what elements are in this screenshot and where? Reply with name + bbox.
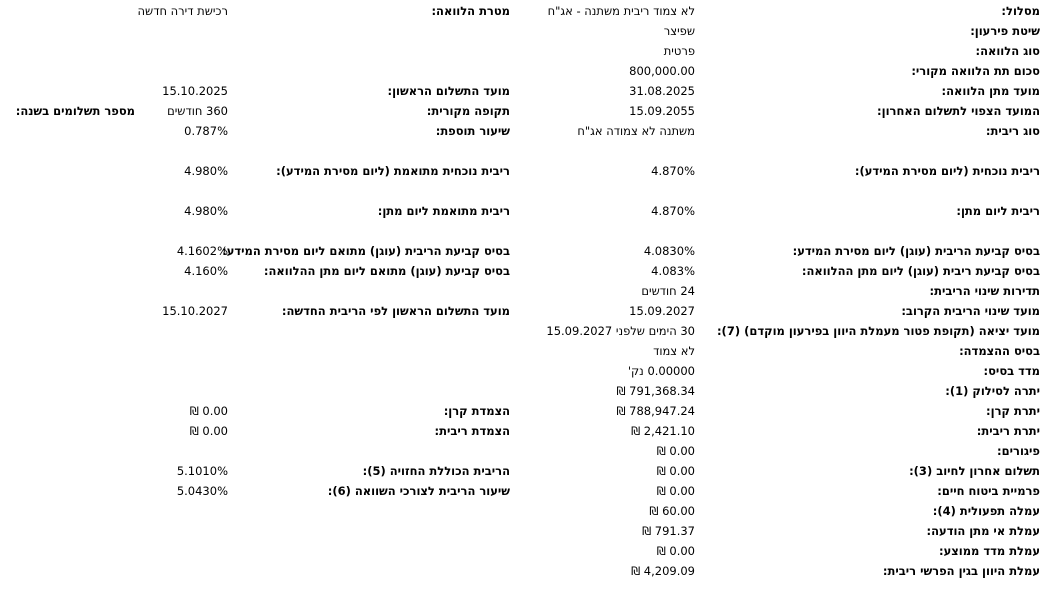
field-label-l1-row-5: המועד הצפוי לתשלום האחרון: — [877, 104, 1040, 118]
field-label-l1-row-3: סכום תת הלוואה מקורי: — [911, 64, 1040, 78]
field-value-v1-row-19: 0.00 ₪ — [656, 444, 695, 458]
field-value-v1-row-21: 0.00 ₪ — [656, 484, 695, 498]
field-label-l1-row-0: מסלול: — [1001, 4, 1040, 18]
field-label-l1-row-16: יתרה לסילוק (1): — [945, 384, 1040, 398]
field-label-l2-row-5: תקופה מקורית: — [426, 104, 510, 118]
field-value-v1-row-1: שפיצר — [663, 24, 695, 38]
field-label-l1-row-19: פיגורים: — [997, 444, 1040, 458]
field-label-l2-row-4: מועד התשלום הראשון: — [387, 84, 510, 98]
field-label-l1-row-17: יתרת קרן: — [986, 404, 1040, 418]
field-label-l2-row-0: מטרת הלוואה: — [431, 4, 510, 18]
field-label-l1-row-8: ריבית ליום מתן: — [956, 204, 1040, 218]
field-value-v1-row-17: 788,947.24 ₪ — [616, 404, 695, 418]
field-label-l1-row-7: ריבית נוכחית (ליום מסירת המידע): — [854, 164, 1040, 178]
field-label-l1-row-22: עמלה תפעולית (4): — [932, 504, 1040, 518]
field-label-l1-row-18: יתרת ריבית: — [976, 424, 1040, 438]
field-value-v1-row-10: 4.083% — [651, 264, 695, 278]
field-label-l2-row-18: הצמדת ריבית: — [434, 424, 510, 438]
field-value-v2-row-8: 4.980% — [184, 204, 228, 218]
field-value-v2-row-12: 15.10.2027 — [162, 304, 228, 318]
field-value-v1-row-16: 791,368.34 ₪ — [616, 384, 695, 398]
field-value-v2-row-0: רכישת דירה חדשה — [137, 4, 228, 18]
field-label-l1-row-6: סוג ריבית: — [985, 124, 1040, 138]
field-value-v1-row-12: 15.09.2027 — [629, 304, 695, 318]
field-value-v1-row-15: 0.00000 נק' — [627, 364, 695, 378]
field-value-v2-row-9: 4.1602% — [176, 244, 228, 258]
field-value-v2-row-7: 4.980% — [184, 164, 228, 178]
field-value-v2-row-20: 5.1010% — [176, 464, 228, 478]
field-value-v2-row-6: 0.787% — [184, 124, 228, 138]
field-value-v1-row-5: 15.09.2055 — [629, 104, 695, 118]
field-label-l2-row-8: ריבית מתואמת ליום מתן: — [377, 204, 510, 218]
field-value-v2-row-4: 15.10.2025 — [162, 84, 228, 98]
field-label-l1-row-2: סוג הלוואה: — [975, 44, 1040, 58]
field-label-l2-row-17: הצמדת קרן: — [443, 404, 510, 418]
field-label-l1-row-13: מועד יציאה (תקופת פטור מעמלת היוון בפירעון מוקדם) (7): — [716, 324, 1040, 338]
field-label-l1-row-20: תשלום אחרון לחיוב (3): — [909, 464, 1040, 478]
field-label-l3-row-5: מספר תשלומים בשנה: — [15, 104, 135, 118]
field-value-v1-row-14: לא צמוד — [653, 344, 695, 358]
field-value-v1-row-6: משתנה לא צמודה אג"ח — [577, 124, 695, 138]
field-value-v1-row-2: פרטית — [663, 44, 695, 58]
field-label-l2-row-10: בסיס קביעת (עוגן) מתואם ליום מתן ההלוואה: — [263, 264, 510, 278]
field-label-l1-row-21: פרמיית ביטוח חיים: — [937, 484, 1040, 498]
field-label-l2-row-6: שיעור תוספת: — [435, 124, 510, 138]
field-value-v1-row-18: 2,421.10 ₪ — [631, 424, 695, 438]
field-label-l2-row-12: מועד התשלום הראשון לפי הריבית החדשה: — [281, 304, 510, 318]
field-value-v2-row-17: 0.00 ₪ — [189, 404, 228, 418]
field-value-v2-row-10: 4.160% — [184, 264, 228, 278]
field-value-v2-row-21: 5.0430% — [176, 484, 228, 498]
field-value-v1-row-3: 800,000.00 — [629, 64, 695, 78]
field-value-v1-row-11: 24 חודשים — [641, 284, 695, 298]
field-label-l1-row-9: בסיס קביעת הריבית (עוגן) ליום מסירת המידע: — [792, 244, 1040, 258]
field-value-v1-row-25: 4,209.09 ₪ — [631, 564, 695, 578]
field-label-l2-row-21: שיעור הריבית לצורכי השוואה (6): — [327, 484, 510, 498]
field-label-l1-row-24: עמלת מדד ממוצע: — [938, 544, 1040, 558]
field-label-l2-row-20: הריבית הכוללת החזויה (5): — [362, 464, 510, 478]
field-value-v1-row-7: 4.870% — [651, 164, 695, 178]
field-label-l1-row-1: שיטת פירעון: — [970, 24, 1040, 38]
field-value-v1-row-20: 0.00 ₪ — [656, 464, 695, 478]
field-value-v1-row-13: 30 הימים שלפני 15.09.2027 — [546, 324, 695, 338]
field-value-v1-row-8: 4.870% — [651, 204, 695, 218]
field-label-l2-row-9: בסיס קביעת הריבית (עוגן) מתואם ליום מסירת המידע: — [222, 244, 510, 258]
field-value-v1-row-24: 0.00 ₪ — [656, 544, 695, 558]
field-value-v2-row-5: 360 חודשים — [167, 104, 228, 118]
field-value-v1-row-4: 31.08.2025 — [629, 84, 695, 98]
field-label-l1-row-25: עמלת היוון בגין הפרשי ריבית: — [882, 564, 1040, 578]
field-label-l1-row-15: מדד בסיס: — [983, 364, 1040, 378]
field-label-l2-row-7: ריבית נוכחית מתואמת (ליום מסירת המידע): — [276, 164, 510, 178]
field-value-v1-row-23: 791.37 ₪ — [642, 524, 695, 538]
field-label-l1-row-10: בסיס קביעת ריבית (עוגן) ליום מתן ההלוואה: — [801, 264, 1040, 278]
field-label-l1-row-4: מועד מתן הלוואה: — [941, 84, 1040, 98]
field-value-v1-row-22: 60.00 ₪ — [649, 504, 695, 518]
field-label-l1-row-14: בסיס ההצמדה: — [959, 344, 1040, 358]
field-value-v2-row-18: 0.00 ₪ — [189, 424, 228, 438]
field-value-v1-row-9: 4.0830% — [643, 244, 695, 258]
field-label-l1-row-12: מועד שינוי הריבית הקרוב: — [901, 304, 1040, 318]
field-value-v1-row-0: לא צמוד ריבית משתנה - אג"ח — [547, 4, 695, 18]
field-label-l1-row-11: תדירות שינוי הריבית: — [929, 284, 1040, 298]
field-label-l1-row-23: עמלת אי מתן הודעה: — [926, 524, 1040, 538]
